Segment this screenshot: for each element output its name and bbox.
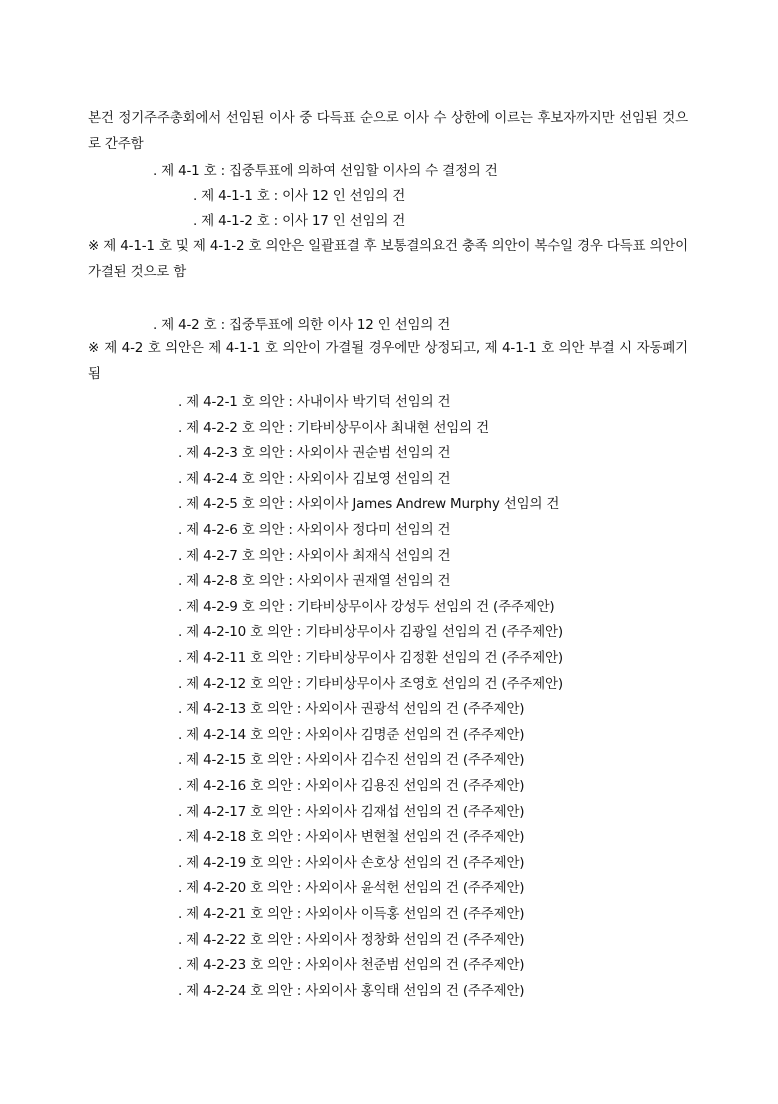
agenda-item-4-1: . 제 4-1 호 : 집중투표에 의하여 선임할 이사의 수 결정의 건: [153, 163, 498, 179]
agenda-item-4-2-11: . 제 4-2-11 호 의안 : 기타비상무이사 김정환 선임의 건 (주주제안): [178, 650, 563, 666]
agenda-item-4-2-15: . 제 4-2-15 호 의안 : 사외이사 김수진 선임의 건 (주주제안): [178, 752, 525, 769]
agenda-item-4-2-2: . 제 4-2-2 호 의안 : 기타비상무이사 최내현 선임의 건: [178, 419, 489, 436]
agenda-item-4-2-6: . 제 4-2-6 호 의안 : 사외이사 정다미 선임의 건: [178, 522, 451, 538]
agenda-item-4-2-19: . 제 4-2-19 호 의안 : 사외이사 손호상 선임의 건 (주주제안): [178, 854, 525, 871]
agenda-item-4-2-12: . 제 4-2-12 호 의안 : 기타비상무이사 조영호 선임의 건 (주주제안): [178, 675, 563, 692]
agenda-item-4-2-18: . 제 4-2-18 호 의안 : 사외이사 변현철 선임의 건 (주주제안): [178, 829, 525, 846]
agenda-item-4-2-9: . 제 4-2-9 호 의안 : 기타비상무이사 강성두 선임의 건 (주주제안): [178, 598, 555, 615]
agenda-item-4-2-8: . 제 4-2-8 호 의안 : 사외이사 권재열 선임의 건: [178, 573, 451, 590]
agenda-item-4-1-2: . 제 4-1-2 호 : 이사 17 인 선임의 건: [193, 213, 406, 229]
agenda-item-4-2: . 제 4-2 호 : 집중투표에 의한 이사 12 인 선임의 건: [153, 317, 451, 333]
note-4-1: ※ 제 4-1-1 호 및 제 4-1-2 호 의안은 일괄표결 후 보통결의요건 충족 의안이 복수일 경우 다득표 의안이 가결된 것으로 함: [88, 238, 688, 280]
agenda-item-4-2-4: . 제 4-2-4 호 의안 : 사외이사 김보영 선임의 건: [178, 470, 451, 487]
agenda-item-4-2-13: . 제 4-2-13 호 의안 : 사외이사 권광석 선임의 건 (주주제안): [178, 701, 525, 718]
agenda-item-4-2-21: . 제 4-2-21 호 의안 : 사외이사 이득홍 선임의 건 (주주제안): [178, 906, 525, 922]
agenda-item-4-2-1: . 제 4-2-1 호 의안 : 사내이사 박기덕 선임의 건: [178, 394, 451, 410]
agenda-item-4-2-22: . 제 4-2-22 호 의안 : 사외이사 정창화 선임의 건 (주주제안): [178, 931, 525, 948]
agenda-item-4-2-16: . 제 4-2-16 호 의안 : 사외이사 김용진 선임의 건 (주주제안): [178, 778, 525, 794]
agenda-item-4-2-7: . 제 4-2-7 호 의안 : 사외이사 최재식 선임의 건: [178, 547, 451, 564]
agenda-item-4-2-5: . 제 4-2-5 호 의안 : 사외이사 James Andrew Murphy 선임의 건: [178, 496, 560, 513]
agenda-item-4-2-3: . 제 4-2-3 호 의안 : 사외이사 권순범 선임의 건: [178, 445, 451, 462]
note-4-2: ※ 제 4-2 호 의안은 제 4-1-1 호 의안이 가결될 경우에만 상정되고, 제 4-1-1 호 의안 부결 시 자동폐기됨: [88, 340, 688, 382]
intro-paragraph: 본건 정기주주총회에서 선임된 이사 중 다득표 순으로 이사 수 상한에 이르는 후보자까지만 선임된 것으로 간주함: [88, 110, 688, 152]
agenda-item-4-2-10: . 제 4-2-10 호 의안 : 기타비상무이사 김광일 선임의 건 (주주제안): [178, 624, 563, 641]
agenda-item-4-2-23: . 제 4-2-23 호 의안 : 사외이사 천준범 선임의 건 (주주제안): [178, 957, 525, 974]
agenda-item-4-2-20: . 제 4-2-20 호 의안 : 사외이사 윤석헌 선임의 건 (주주제안): [178, 880, 525, 897]
agenda-item-4-1-1: . 제 4-1-1 호 : 이사 12 인 선임의 건: [193, 188, 406, 204]
agenda-item-4-2-17: . 제 4-2-17 호 의안 : 사외이사 김재섭 선임의 건 (주주제안): [178, 803, 525, 820]
agenda-item-4-2-24: . 제 4-2-24 호 의안 : 사외이사 홍익태 선임의 건 (주주제안): [178, 982, 525, 999]
agenda-item-4-2-14: . 제 4-2-14 호 의안 : 사외이사 김명준 선임의 건 (주주제안): [178, 726, 525, 743]
